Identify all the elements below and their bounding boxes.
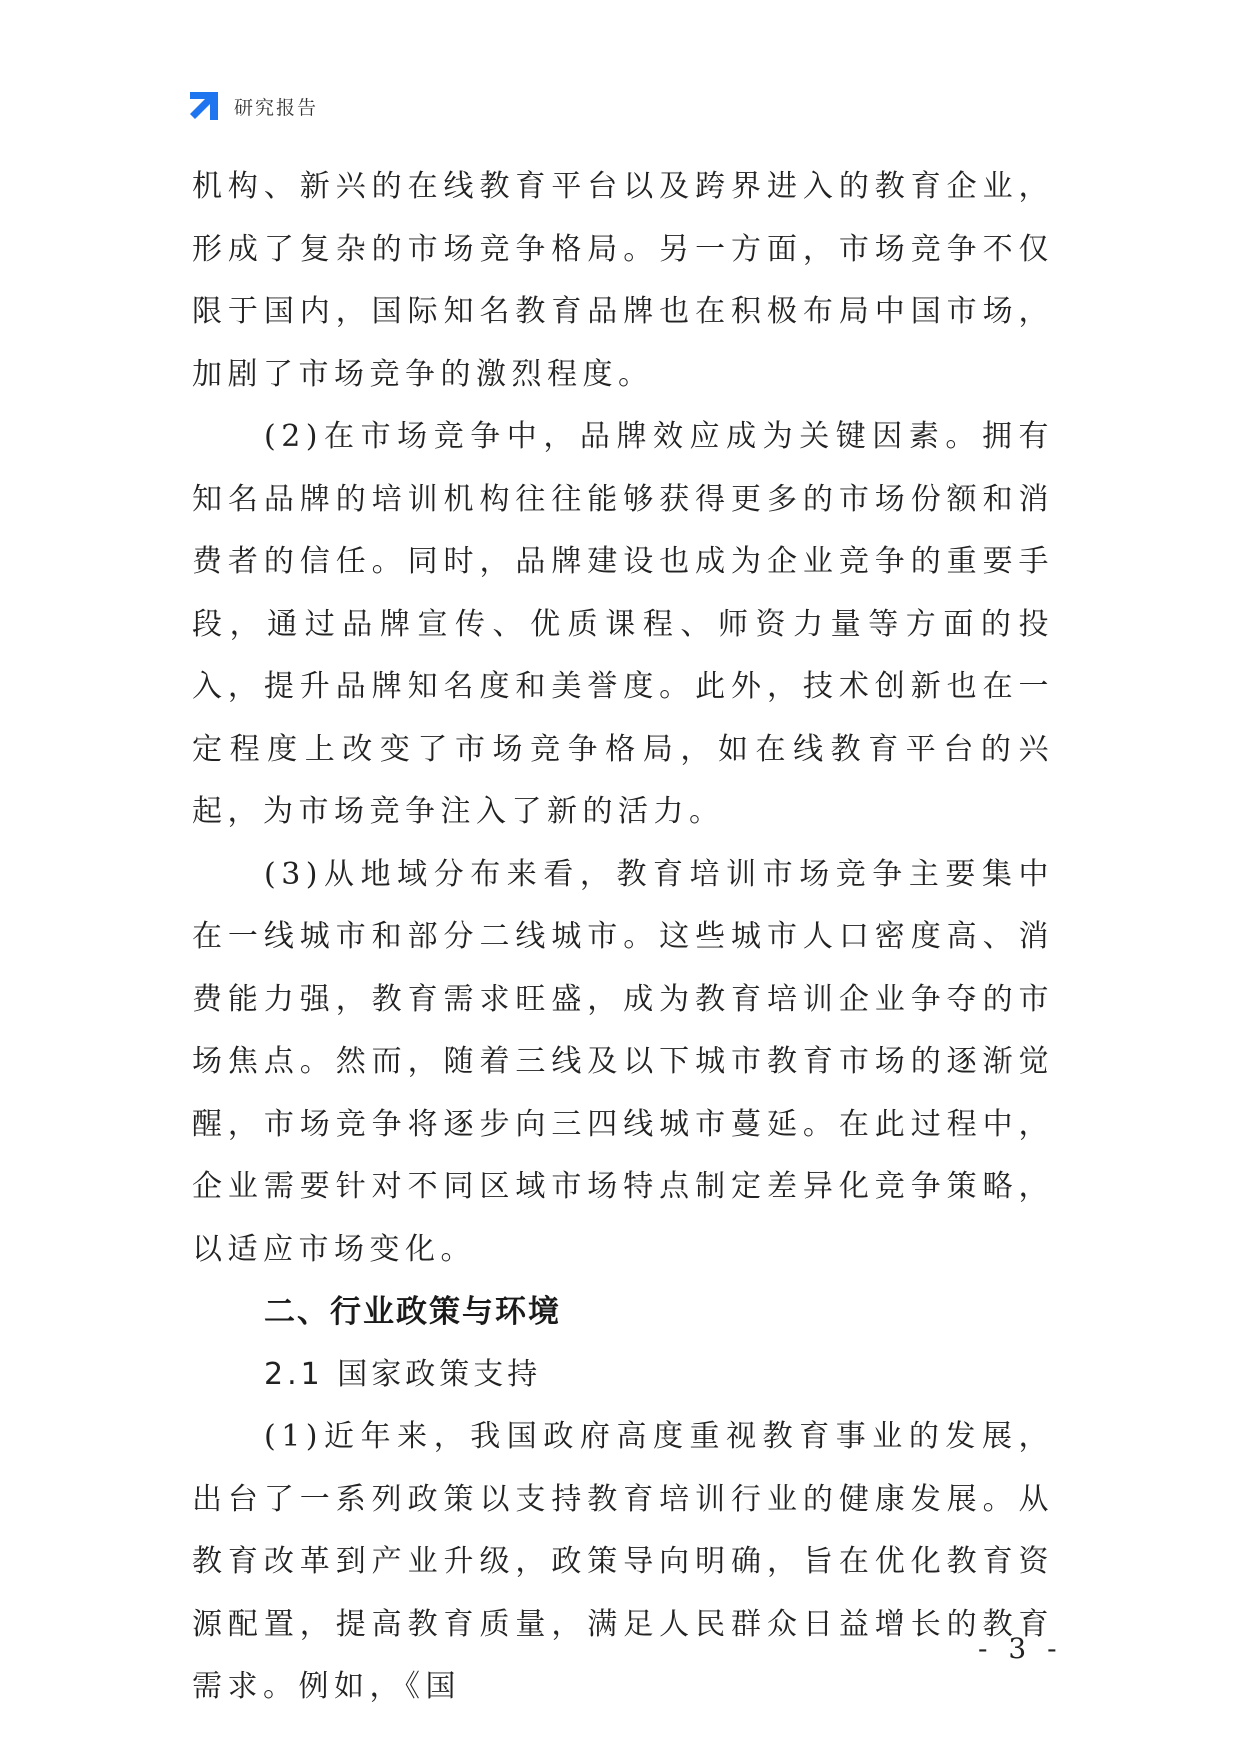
header-title: 研究报告 — [234, 96, 319, 119]
paragraph-2: (2)在市场竞争中，品牌效应成为关键因素。拥有知名品牌的培训机构往往能够获得更多的市场份额和消费者的信任。同时，品牌建设也成为企业竞争的重要手段，通过品牌宣传、优质课程、师资力量等方面的投入，提升品牌知名度和美誉度。此外，技术创新也在一定程度上改变了市场竞争格局，如在线教育平台的兴起，为市场竞争注入了新的活力。 — [192, 419, 1054, 829]
document-body — [192, 156, 1054, 1719]
paragraph-3: (3)从地域分布来看，教育培训市场竞争主要集中在一线城市和部分二线城市。这些城市人口密度高、消费能力强，教育需求旺盛，成为教育培训企业争夺的市场焦点。然而，随着三线及以下城市教育市场的逐渐觉醒，市场竞争将逐步向三四线城市蔓延。在此过程中，企业需要针对不同区域市场特点制定差异化竞争策略，以适应市场变化。 — [192, 856, 1054, 1267]
section-heading: 二、行业政策与环境 — [264, 1294, 561, 1330]
arrow-up-right-icon — [186, 88, 222, 124]
page-header — [186, 88, 318, 124]
page-number: - 3 - — [978, 1632, 1063, 1665]
subsection-heading: 2.1 国家政策支持 — [264, 1356, 542, 1392]
paragraph-continuation: 机构、新兴的在线教育平台以及跨界进入的教育企业，形成了复杂的市场竞争格局。另一方面，市场竞争不仅限于国内，国际知名教育品牌也在积极布局中国市场，加剧了市场竞争的激烈程度。 — [192, 169, 1054, 392]
section-paragraph-1: (1)近年来，我国政府高度重视教育事业的发展，出台了一系列政策以支持教育培训行业的健康发展。从教育改革到产业升级，政策导向明确，旨在优化教育资源配置，提高教育质量，满足人民群众日益增长的教育需求。例如，《国 — [192, 1419, 1054, 1704]
